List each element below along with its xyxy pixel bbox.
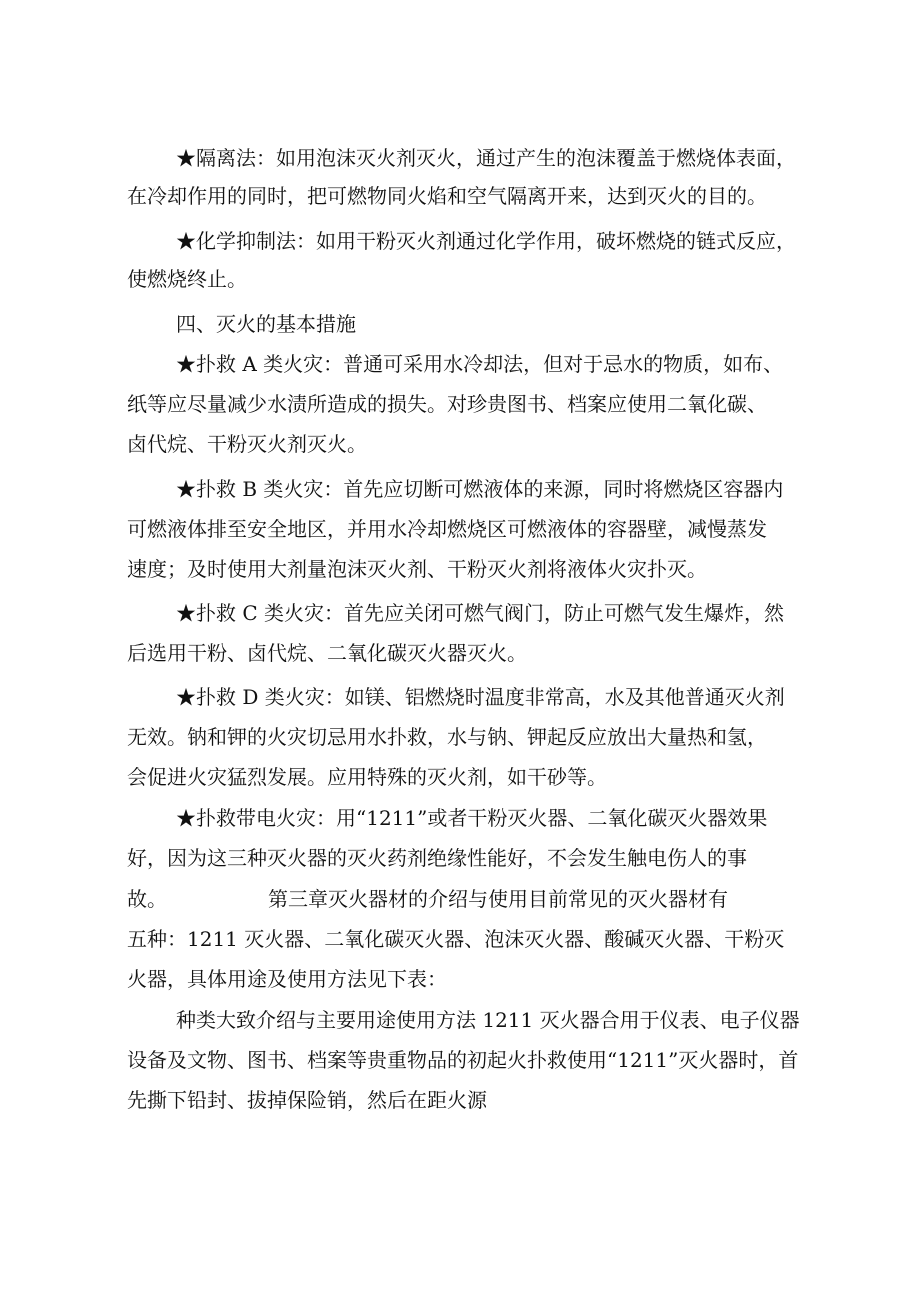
text-line: ★扑救 B 类火灾：首先应切断可燃液体的来源，同时将燃烧区容器内 xyxy=(176,477,784,501)
text-line: ★扑救带电火灾：用“1211”或者干粉灭火器、二氧化碳灭火器效果 xyxy=(176,806,768,830)
text-line: ★扑救 D 类火灾：如镁、铝燃烧时温度非常高，水及其他普通灭火剂 xyxy=(176,685,785,709)
text-line: 火器，具体用途及使用方法见下表： xyxy=(127,967,447,991)
text-line: 五种：1211 灭火器、二氧化碳灭火器、泡沫灭火器、酸碱灭火器、干粉灭 xyxy=(127,927,785,951)
text-line: 会促进火灾猛烈发展。应用特殊的灭火剂，如干砂等。 xyxy=(127,765,607,789)
section-heading: 四、灭火的基本措施 xyxy=(176,312,356,336)
text-line: 设备及文物、图书、档案等贵重物品的初起火扑救使用“1211”灭火器时，首 xyxy=(127,1048,799,1072)
text-line: 种类大致介绍与主要用途使用方法 1211 灭火器合用于仪表、电子仪器 xyxy=(176,1008,800,1032)
text-line: 速度；及时使用大剂量泡沫灭火剂、干粉灭火剂将液体火灾扑灭。 xyxy=(127,557,707,581)
text-line: 先撕下铅封、拔掉保险销，然后在距火源 xyxy=(127,1088,487,1112)
chapter-heading: 第三章灭火器材的介绍与使用目前常见的灭火器材有 xyxy=(268,887,728,911)
text-line: ★扑救 C 类火灾：首先应关闭可燃气阀门，防止可燃气发生爆炸，然 xyxy=(176,601,785,625)
text-line: 在冷却作用的同时，把可燃物同火焰和空气隔离开来，达到灭火的目的。 xyxy=(127,184,767,208)
text-line: 使燃烧终止。 xyxy=(127,267,247,291)
text-line: 纸等应尽量减少水渍所造成的损失。对珍贵图书、档案应使用二氧化碳、 xyxy=(127,392,767,416)
text-line: 卤代烷、干粉灭火剂灭火。 xyxy=(127,432,367,456)
text-line: 后选用干粉、卤代烷、二氧化碳灭火器灭火。 xyxy=(127,641,527,665)
text-line: 好，因为这三种灭火器的灭火药剂绝缘性能好，不会发生触电伤人的事 xyxy=(127,846,747,870)
text-line: ★化学抑制法：如用干粉灭火剂通过化学作用，破坏燃烧的链式反应， xyxy=(176,229,796,253)
text-line: 无效。钠和钾的火灾切忌用水扑救，水与钠、钾起反应放出大量热和氢， xyxy=(127,725,767,749)
text-line: ★扑救 A 类火灾：普通可采用水冷却法，但对于忌水的物质，如布、 xyxy=(176,352,784,376)
text-line: 可燃液体排至安全地区，并用水冷却燃烧区可燃液体的容器壁，减慢蒸发 xyxy=(127,517,767,541)
text-line: 故。 xyxy=(127,887,167,911)
text-line: ★隔离法：如用泡沫灭火剂灭火，通过产生的泡沫覆盖于燃烧体表面， xyxy=(176,146,796,170)
